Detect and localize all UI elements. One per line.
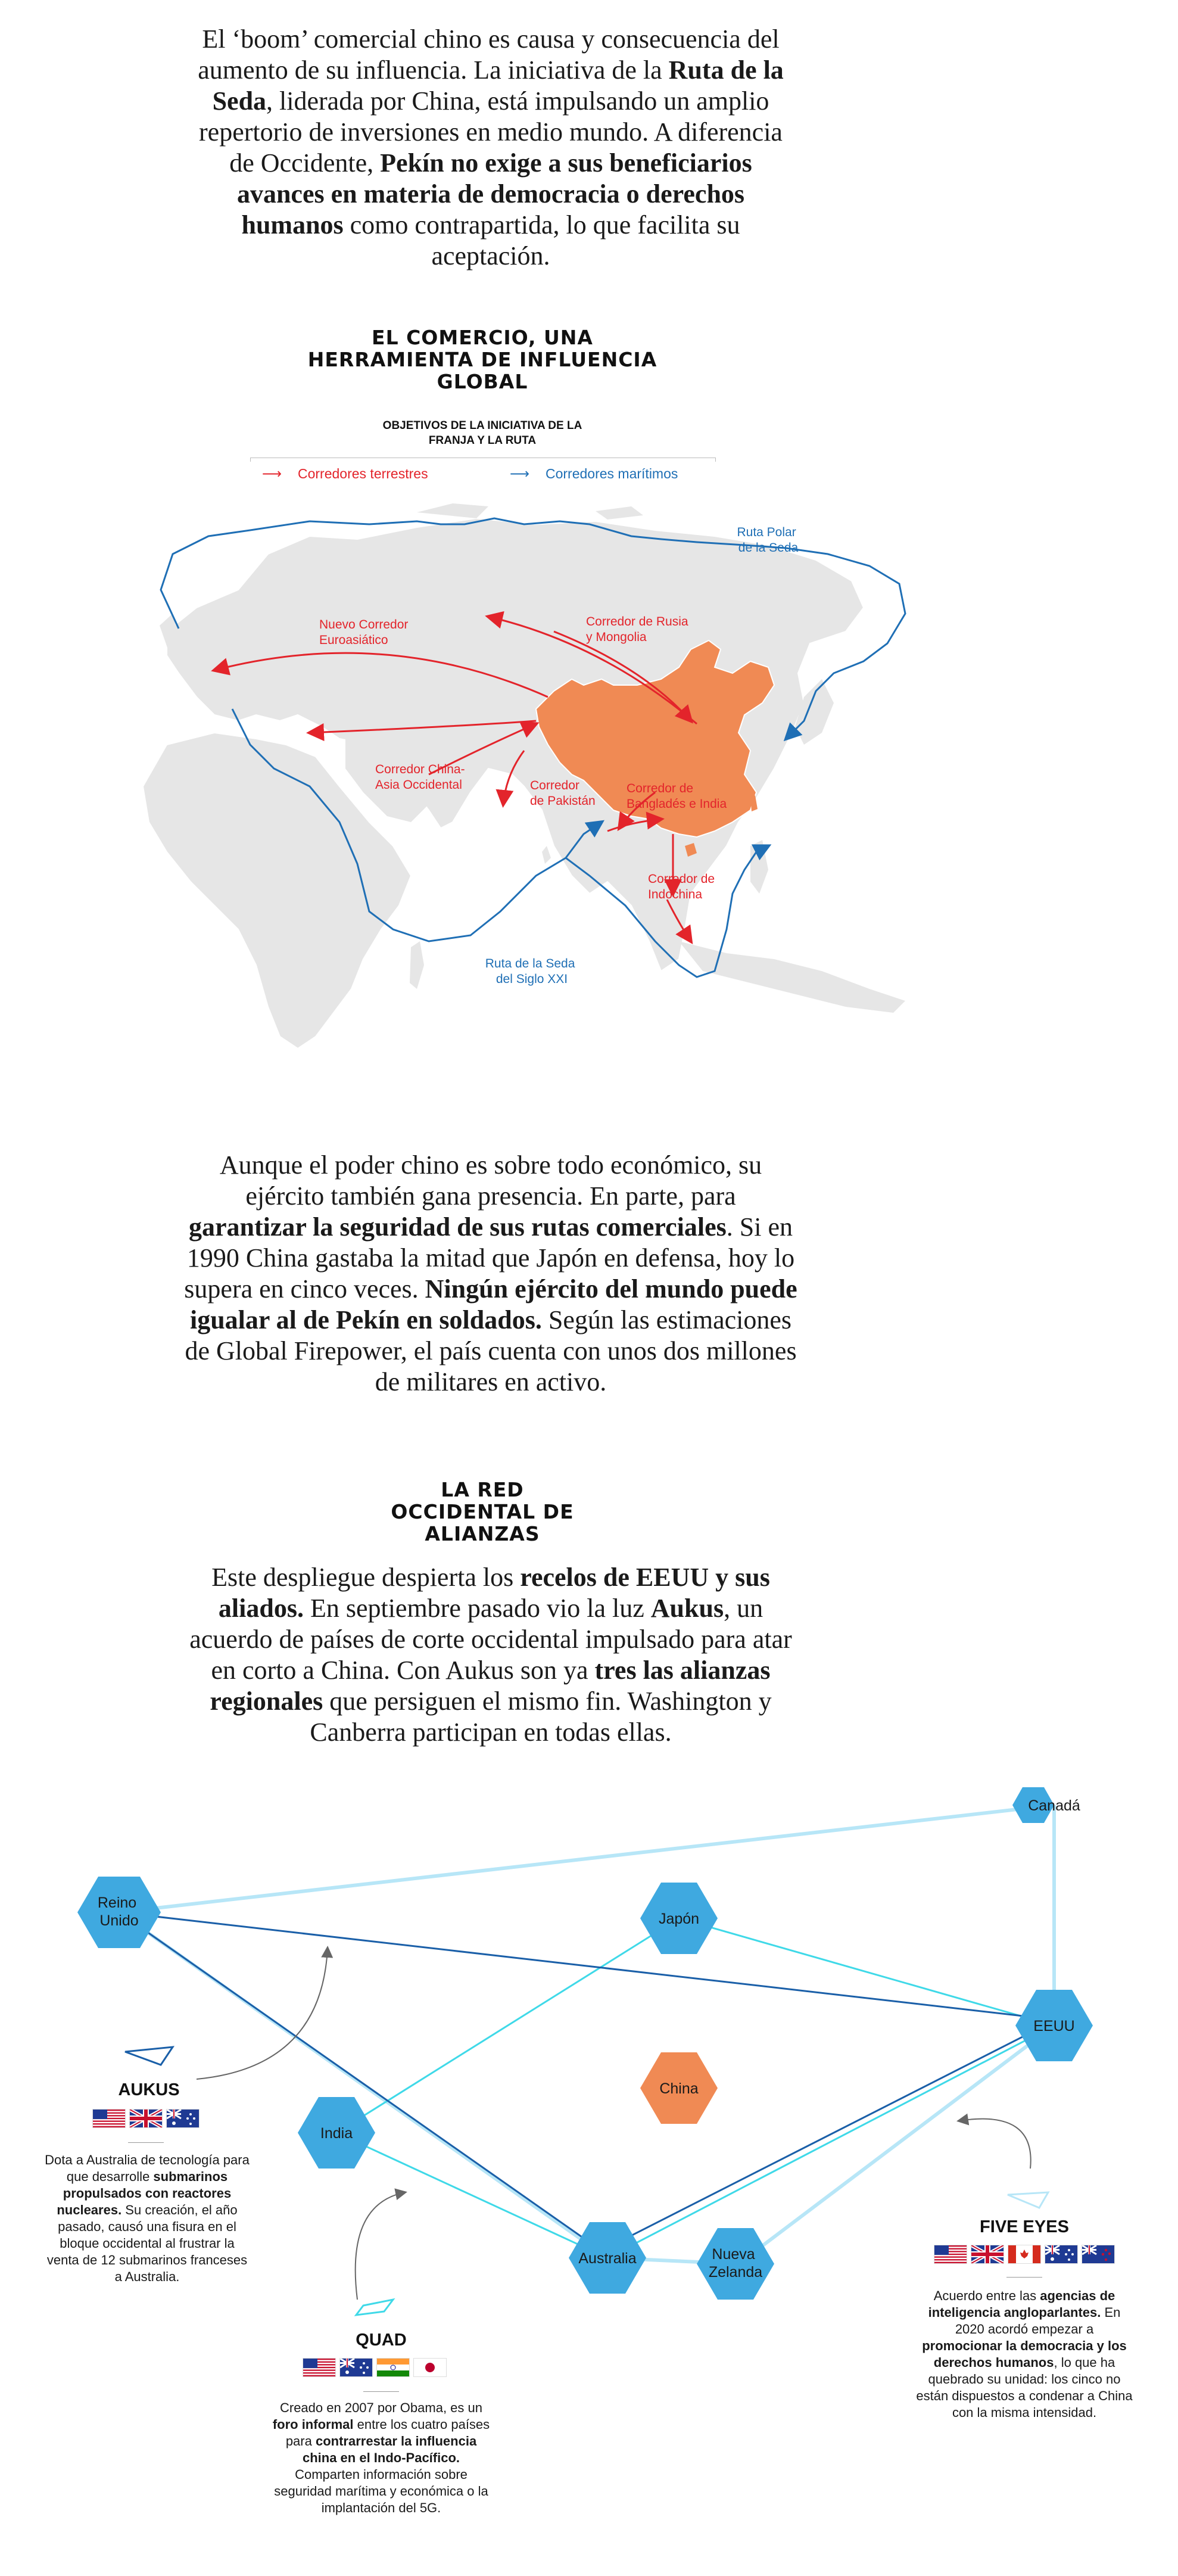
aukus-link <box>119 1912 1054 2020</box>
body-text: Creado en 2007 por Obama, es un <box>279 2400 482 2415</box>
node-reino-unido <box>77 1877 161 1948</box>
emphasis-text: recelos de EEUU y sus aliados. <box>218 1563 770 1623</box>
node-canada <box>1012 1787 1080 1823</box>
five-eyes-links <box>119 1805 1054 2264</box>
body-text: Su creación, el año pasado, causó una fisura en el bloque occidental al frustrar la venta de 12 submarinos franceses a Australia. <box>46 2202 248 2284</box>
legend-land-arrow: ⟶ <box>262 466 282 481</box>
body-text: , lo que ha quebrado su unidad: los cinco no están dispuestos a condenar a China con la misma intensidad. <box>916 2355 1133 2420</box>
five-eyes-description <box>914 2288 1135 2421</box>
five-eyes-pointer <box>959 2119 1031 2169</box>
quad-title: QUAD <box>356 2331 407 2350</box>
body-text: En 2020 acordó empezar a <box>955 2305 1121 2337</box>
five-eyes-link <box>119 1805 1054 1912</box>
sri-lanka <box>542 846 551 864</box>
body-text: Este despliegue despierta los <box>211 1563 521 1592</box>
emphasis-text: agencias de inteligencia angloparlantes. <box>928 2288 1115 2320</box>
body-text: entre los cuatro países para <box>285 2417 490 2449</box>
trade-title-line: EL COMERCIO, UNA <box>372 326 593 349</box>
node-india <box>298 2097 375 2169</box>
indonesia-islands <box>679 941 905 1013</box>
body-text: . Si en 1990 China gastaba la mitad que Japón en defensa, hoy lo supera en cinco veces. <box>184 1212 795 1303</box>
trade-title-line: GLOBAL <box>437 370 528 393</box>
us-flag-icon <box>92 2109 126 2128</box>
node-label-eeuu: EEUU <box>1033 2018 1075 2034</box>
aukus-flags <box>92 2109 211 2129</box>
node-label-reino-unido: Reino Unido <box>97 1894 139 1929</box>
label-ruta-polar: Ruta Polar de la Seda <box>737 525 799 555</box>
aukus-icon <box>125 2047 173 2065</box>
legend-land-label: Corredores terrestres <box>298 466 428 481</box>
aukus-divider <box>128 2142 164 2143</box>
label-euroasiatico: Nuevo Corredor Euroasiático <box>319 618 409 647</box>
emphasis-text: tres las alianzas regionales <box>210 1656 771 1716</box>
new-zealand-flag-icon <box>1082 2245 1115 2264</box>
body-text: , un acuerdo de países de corte occidental impulsado para atar en corto a China. Con Aukus son ya <box>189 1594 792 1685</box>
body-text: En septiembre pasado vio la luz <box>303 1594 651 1623</box>
emphasis-text: garantizar la seguridad de sus rutas comerciales <box>189 1212 727 1242</box>
node-label-australia: Australia <box>578 2250 637 2267</box>
node-label-japon: Japón <box>658 1911 700 1927</box>
quad-link <box>336 2133 607 2258</box>
emphasis-text: Aukus <box>650 1594 724 1623</box>
label-pakistan: Corredor de Pakistán <box>530 779 596 808</box>
quad-flags <box>303 2358 457 2378</box>
node-label-china: China <box>659 2080 699 2097</box>
emphasis-text: promocionar la democracia y los derechos humanos <box>922 2338 1127 2370</box>
australia-flag-icon <box>166 2109 200 2128</box>
node-eeuu <box>1015 1990 1093 2061</box>
uk-flag-icon <box>129 2109 163 2128</box>
five-eyes-divider <box>1006 2277 1042 2278</box>
alliances-title-line: OCCIDENTAL DE <box>391 1500 574 1523</box>
uk-flag-icon <box>971 2245 1004 2264</box>
five-eyes-icon <box>1008 2192 1048 2208</box>
aukus-title: AUKUS <box>118 2080 180 2099</box>
emphasis-text: contrarrestar la influencia china en el Indo-Pacífico. <box>302 2434 477 2465</box>
trade-subtitle-line: OBJETIVOS DE LA INICIATIVA DE LA <box>382 419 582 432</box>
label-indochina: Corredor de Indochina <box>648 872 715 901</box>
body-text: Aunque el poder chino es sobre todo económico, su ejército también gana presencia. En parte, para <box>219 1150 762 1211</box>
japan-flag-icon <box>413 2358 447 2377</box>
arctic-islands-2 <box>596 506 643 519</box>
emphasis-text: Ningún ejército del mundo puede igualar al de Pekín en soldados. <box>189 1274 797 1334</box>
canada-flag-icon <box>1008 2245 1041 2264</box>
node-nueva-zelanda <box>697 2228 774 2300</box>
legend-sea-arrow: ⟶ <box>510 466 529 481</box>
node-australia <box>569 2222 646 2294</box>
body-text: como contrapartida, lo que facilita su aceptación. <box>343 210 740 270</box>
five-eyes-flags <box>934 2245 1124 2265</box>
quad-description <box>271 2400 491 2516</box>
label-siglo-xxi: Ruta de la Seda del Siglo XXI <box>485 957 575 986</box>
us-flag-icon <box>303 2358 336 2377</box>
label-bangladesh-india: Corredor de Bangladés e India <box>627 782 727 811</box>
emphasis-text: Pekín no exige a sus beneficiarios avances en materia de democracia o derechos humanos <box>236 148 752 239</box>
quad-divider <box>363 2391 399 2392</box>
node-china <box>640 2052 718 2124</box>
emphasis-text: submarinos propulsados con reactores nucleares. <box>57 2169 232 2217</box>
australia-flag-icon <box>339 2358 373 2377</box>
alliances-title-line: ALIANZAS <box>425 1522 540 1545</box>
aukus-links <box>119 1912 1054 2251</box>
body-text: Acuerdo entre las <box>933 2288 1040 2303</box>
body-text: Dota a Australia de tecnología para que desarrolle <box>45 2152 250 2184</box>
node-japon <box>640 1883 718 1954</box>
emphasis-text: Ruta de la Seda <box>212 55 784 116</box>
node-label-canada: Canadá <box>1028 1797 1080 1814</box>
body-text: El ‘boom’ comercial chino es causa y consecuencia del aumento de su influencia. La iniciativa de la <box>198 24 780 85</box>
quad-icon <box>356 2300 393 2315</box>
node-label-india: India <box>320 2125 353 2142</box>
aukus-description <box>43 2152 251 2285</box>
node-label-nueva-zelanda: Nueva Zelanda <box>708 2246 763 2281</box>
emphasis-text: foro informal <box>272 2417 354 2432</box>
trade-subtitle-line: FRANJA Y LA RUTA <box>428 434 537 447</box>
india-flag-icon <box>376 2358 410 2377</box>
label-china-asia-occidental: Corredor China- Asia Occidental <box>375 763 465 792</box>
legend-sea-label: Corredores marítimos <box>546 466 678 481</box>
quad-link <box>679 1918 1054 2026</box>
alliances-title-line: LA RED <box>441 1478 524 1501</box>
us-flag-icon <box>934 2245 967 2264</box>
quad-pointer <box>356 2192 405 2300</box>
label-rusia-mongolia: Corredor de Rusia y Mongolia <box>586 615 688 644</box>
trade-title-line: HERRAMIENTA DE INFLUENCIA <box>307 348 657 371</box>
body-text: Comparten información sobre seguridad marítima y económica o la implantación del 5G. <box>274 2467 488 2515</box>
arctic-islands <box>417 503 488 518</box>
body-text: que persiguen el mismo fin. Washington y Canberra participan en todas ellas. <box>310 1687 772 1747</box>
australia-flag-icon <box>1045 2245 1078 2264</box>
body-text: , liderada por China, está impulsando un amplio repertorio de inversiones en medio mundo. A diferencia de Occidente, <box>199 86 783 178</box>
five-eyes-title: FIVE EYES <box>980 2217 1069 2236</box>
body-text: Según las estimaciones de Global Firepower, el país cuenta con unos dos millones de militares en activo. <box>185 1305 797 1396</box>
madagascar <box>410 941 424 989</box>
